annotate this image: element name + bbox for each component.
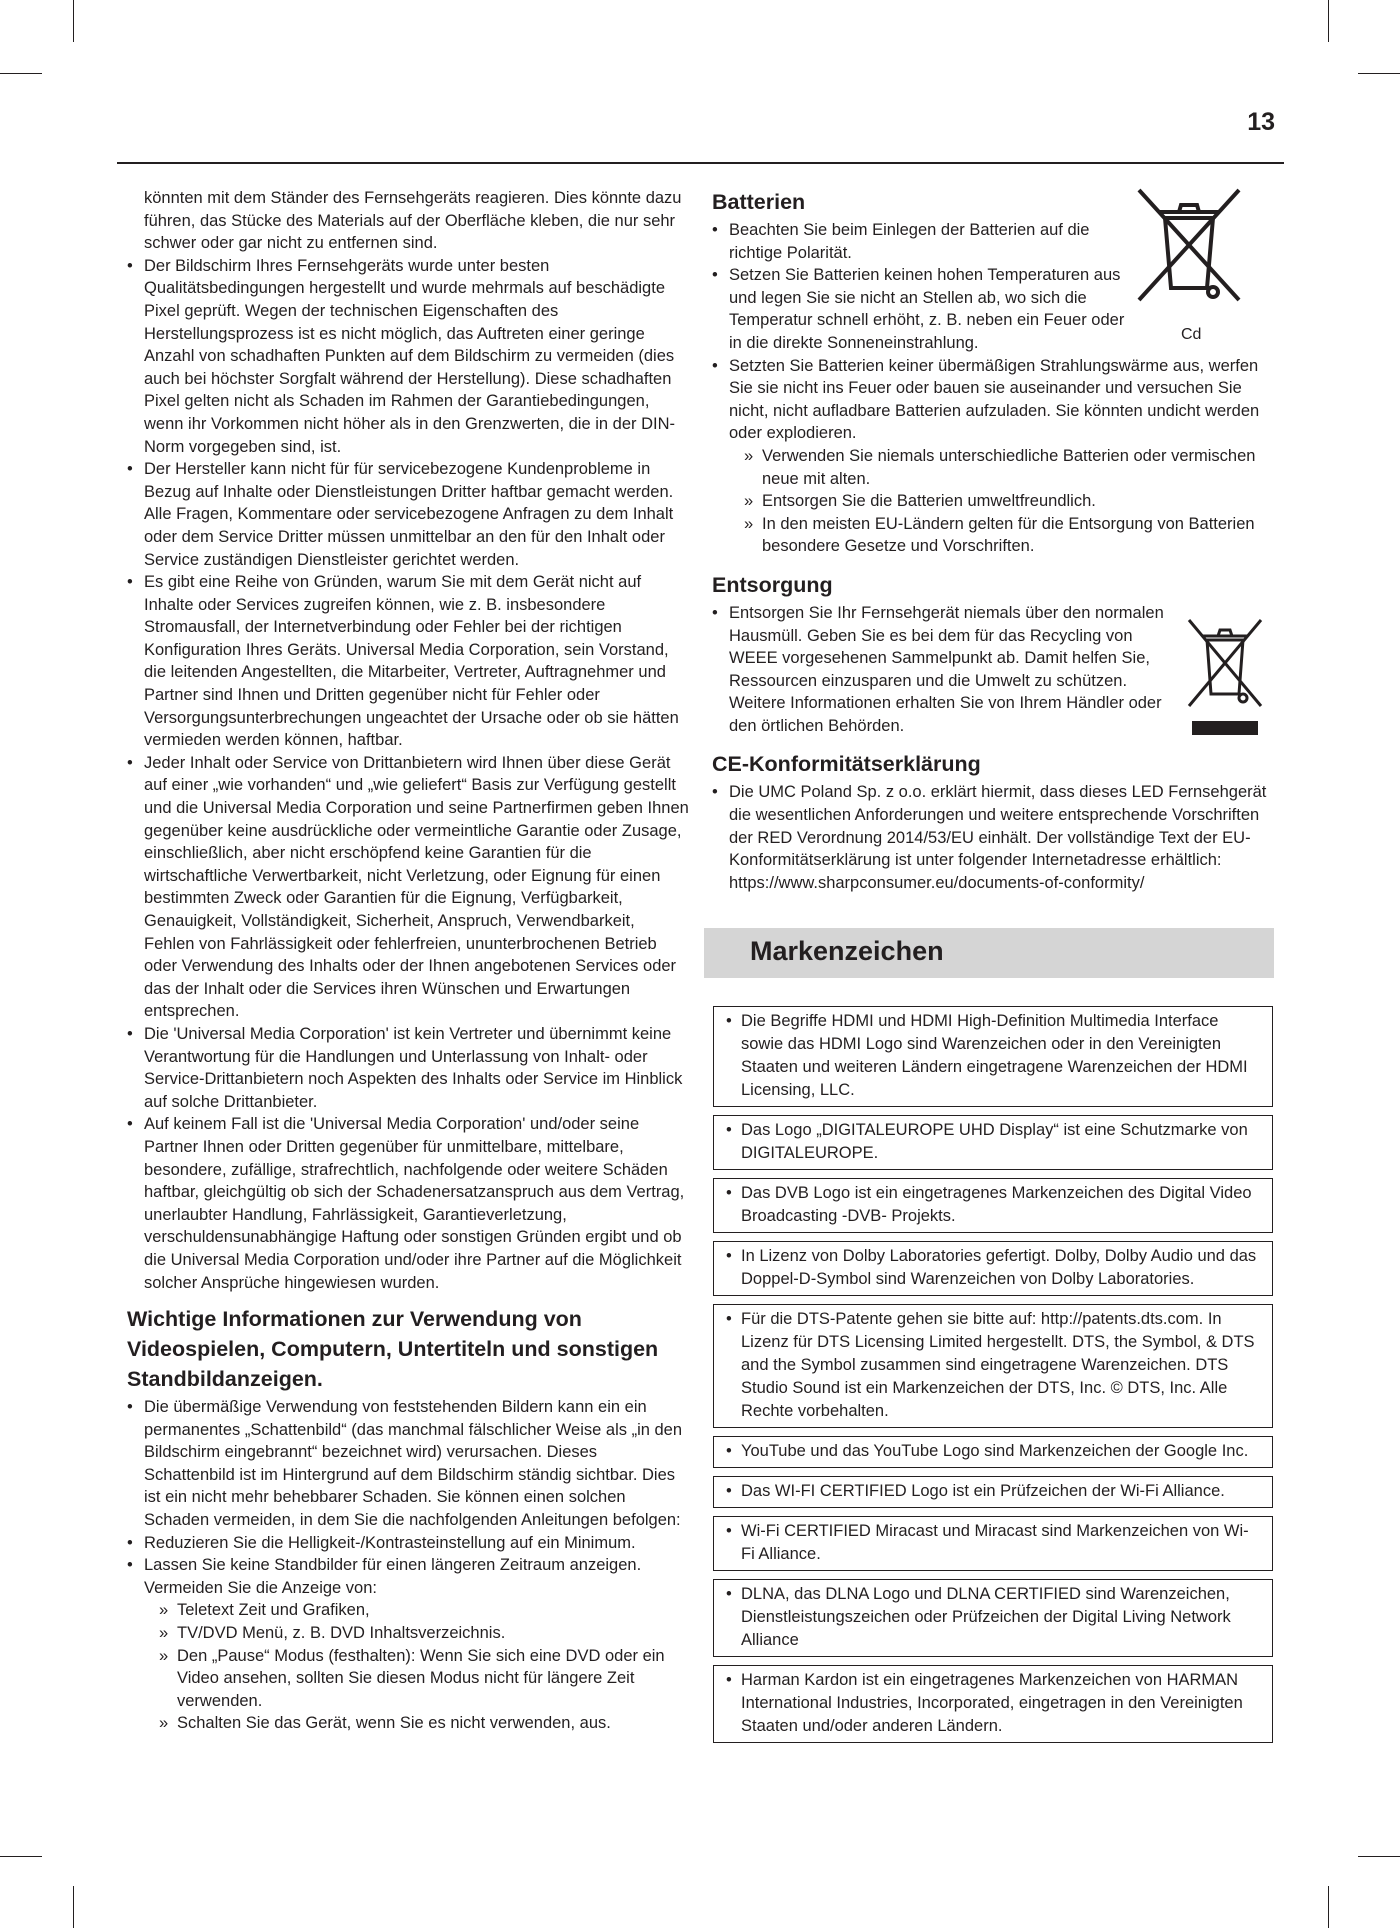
trademarks-title: Markenzeichen	[750, 936, 944, 966]
page-number: 13	[1247, 108, 1275, 136]
avoid-intro: Vermeiden Sie die Anzeige von:	[144, 1578, 377, 1597]
sub-list-item: » Teletext Zeit und Grafiken,	[127, 1599, 689, 1622]
sub-list-item: » In den meisten EU-Ländern gelten für die Entsorgung von Batterien besondere Gesetze und Vorschriften.	[712, 513, 1274, 558]
section-heading-disposal: Entsorgung	[712, 572, 833, 597]
list-item: • Die übermäßige Verwendung von feststehenden Bildern kann ein ein permanentes „Schattenbild“ (das manchmal fälschlicher Weise als „in den Bildschirm eingebrannt“ bezeichnet wird) verursachen. Dieses Schattenbild ist im Hintergrund auf dem Bildschirm ständig sichtbar. Dies ist ein nicht mehr behebbarer Schaden. Sie können einen solchen Schaden vermeiden, in dem Sie die nachfolgenden Anleitungen befolgen:	[127, 1396, 689, 1532]
sub-list-item: » Den „Pause“ Modus (festhalten): Wenn Sie sich eine DVD oder ein Video ansehen, sollten Sie diesen Modus nicht für längere Zeit verwenden.	[127, 1645, 689, 1713]
cadmium-label: Cd	[1181, 326, 1202, 343]
crop-mark	[1328, 0, 1329, 42]
crop-mark	[73, 0, 74, 42]
trademark-box	[713, 1665, 1273, 1743]
trademark-text: • In Lizenz von Dolby Laboratories gefertigt. Dolby, Dolby Audio und das Doppel-D-Symbol sind Warenzeichen von Dolby Laboratories.	[726, 1245, 1260, 1291]
trademark-text: • Harman Kardon ist ein eingetragenes Markenzeichen von HARMAN International Industries, Incorporated, eingetragen in den Vereinigten Staaten und/oder anderen Ländern.	[726, 1669, 1260, 1738]
trademark-box	[713, 1436, 1273, 1468]
crop-mark	[0, 1856, 42, 1857]
crossed-bin-battery-icon	[1137, 188, 1241, 318]
trademark-box	[713, 1178, 1273, 1233]
trademark-text: • DLNA, das DLNA Logo und DLNA CERTIFIED sind Warenzeichen, Dienstleistungszeichen oder Prüfzeichen der Digital Living Network Alliance	[726, 1583, 1260, 1652]
list-item: • Die 'Universal Media Corporation' ist kein Vertreter und übernimmt keine Verantwortung für die Handlungen und Unterlassung von Inhalt- oder Service-Drittanbietern noch Aspekten des Inhalts oder Service im Hinblick auf solche Drittanbieter.	[127, 1023, 689, 1113]
sub-list-item: » Verwenden Sie niemals unterschiedliche Batterien oder vermischen neue mit alten.	[712, 445, 1274, 490]
trademark-box	[713, 1579, 1273, 1657]
trademark-box	[713, 1304, 1273, 1428]
list-item: • Die UMC Poland Sp. z o.o. erklärt hiermit, dass dieses LED Fernsehgerät die wesentlichen Anforderungen und weitere entsprechende Vorschriften der RED Verordnung 2014/53/EU einhält. Der vollständige Text der EU-Konformitätserklärung ist unter folgender Internetadresse erhältlich: https://www.sharpconsumer.eu/documents-of-conformity/	[712, 781, 1274, 894]
trademark-box	[713, 1516, 1273, 1571]
intro-paragraph: könnten mit dem Ständer des Fernsehgeräts reagieren. Dies könnte dazu führen, das Stücke des Materials auf der Oberfläche kleben, die nur sehr schwer oder gar nicht zu entfernen sind.	[144, 189, 682, 253]
sub-list-item: » Entsorgen Sie die Batterien umweltfreundlich.	[712, 490, 1274, 513]
list-item: • Lassen Sie keine Standbilder für einen längeren Zeitraum anzeigen.	[127, 1554, 689, 1577]
trademark-text: • Die Begriffe HDMI und HDMI High-Definition Multimedia Interface sowie das HDMI Logo sind Warenzeichen oder in den Vereinigten Staaten und weiteren Ländern eingetragene Warenzeichen der HDMI Licensing, LLC.	[726, 1010, 1260, 1102]
sub-list-item: » TV/DVD Menü, z. B. DVD Inhaltsverzeichnis.	[127, 1622, 689, 1645]
trademarks-list	[713, 1006, 1273, 1751]
list-item: • Beachten Sie beim Einlegen der Batterien auf die richtige Polarität.	[712, 219, 1134, 264]
section-heading-ce: CE-Konformitätserklärung	[712, 752, 981, 777]
trademark-box	[713, 1115, 1273, 1170]
list-item: • Auf keinem Fall ist die 'Universal Media Corporation' und/oder seine Partner Ihnen oder Dritten gegenüber für unmittelbare, mittelbare, besondere, zufällige, strafrechtlich, nachfolgende oder weitere Schäden haftbar, gleichgültig ob sich der Schadenersatzanspruch aus dem Vertrag, unerlaubter Handlung, Fahrlässigkeit, Garantieverletzung, verschuldensunabhängige Haftung oder sonstigen Gründen ergibt und ob die Universal Media Corporation und/oder ihre Partner auf die Möglichkeit solcher Ansprüche hingewiesen wurden.	[127, 1113, 689, 1294]
crop-mark	[73, 1886, 74, 1928]
section-heading-still-images: Wichtige Informationen zur Verwendung von Videospielen, Computern, Untertiteln und sonstigen Standbildanzeigen.	[127, 1307, 659, 1392]
crop-mark	[0, 73, 42, 74]
list-item: • Setzten Sie Batterien keiner übermäßigen Strahlungswärme aus, werfen Sie sie nicht ins Feuer oder bauen sie auseinander und versuchen Sie nicht, nicht aufladbare Batterien aufzuladen. Sie könnten undicht werden oder explodieren.	[712, 355, 1274, 445]
left-column	[127, 187, 689, 1735]
trademark-text: • Für die DTS-Patente gehen sie bitte auf: http://patents.dts.com. In Lizenz für DTS Licensing Limited hergestellt. DTS, the Symbol, & DTS and the Symbol zusammen sind eingetragene Warenzeichen. DTS Studio Sound ist ein Markenzeichen der DTS, Inc. © DTS, Inc. Alle Rechte vorbehalten.	[726, 1308, 1260, 1423]
list-item: • Reduzieren Sie die Helligkeit-/Kontrasteinstellung auf ein Minimum.	[127, 1532, 689, 1555]
header-rule	[117, 162, 1284, 164]
list-item: • Jeder Inhalt oder Service von Drittanbietern wird Ihnen über diese Gerät auf einer „wie vorhanden“ und „wie geliefert“ Basis zur Verfügung gestellt und die Universal Media Corporation und seine Partnerfirmen geben Ihnen gegenüber keine ausdrückliche oder vermeintliche Garantie oder Zusage, einschließlich, aber nicht erschöpfend keine Garantien für die wirtschaftliche Verwertbarkeit, nicht Verletzung, oder Eignung für einen bestimmten Zweck oder Garantien für die Eignung, Verfügbarkeit, Genauigkeit, Vollständigkeit, Sicherheit, Anspruch, Verwendbarkeit, Fehlen von Fahrlässigkeit oder fehlerfreien, ununterbrochenen Betrieb oder Verwendung des Inhalts oder der Ihnen angebotenen Services oder das der Inhalt oder die Services ihren Wünschen und Erwartungen entsprechen.	[127, 752, 689, 1023]
trademark-text: • YouTube und das YouTube Logo sind Markenzeichen der Google Inc.	[726, 1440, 1260, 1463]
sub-list-item: » Schalten Sie das Gerät, wenn Sie es nicht verwenden, aus.	[127, 1712, 689, 1735]
list-item: • Der Bildschirm Ihres Fernsehgeräts wurde unter besten Qualitätsbedingungen hergestellt und wurde mehrmals auf beschädigte Pixel geprüft. Wegen der technischen Eigenschaften des Herstellungsprozess ist es nicht möglich, das Auftreten einer geringe Anzahl von schadhaften Punkten auf dem Bildschirm zu vermeiden (dies auch bei höchster Sorgfalt während der Herstellung). Diese schadhaften Pixel gelten nicht als Schaden im Rahmen der Garantiebedingungen, wenn ihr Vorkommen nicht höher als in den Grenzwerten, die in der DIN-Norm vorgegeben sind, ist.	[127, 255, 689, 458]
crop-mark	[1358, 73, 1400, 74]
section-heading-batteries: Batterien	[712, 190, 806, 214]
trademark-text: • Das Logo „DIGITALEUROPE UHD Display“ ist eine Schutzmarke von DIGITALEUROPE.	[726, 1119, 1260, 1165]
trademark-text: • Das WI-FI CERTIFIED Logo ist ein Prüfzeichen der Wi-Fi Alliance.	[726, 1480, 1260, 1503]
list-item: • Es gibt eine Reihe von Gründen, warum Sie mit dem Gerät nicht auf Inhalte oder Services zugreifen können, wie z. B. insbesondere Stromausfall, der Internetverbindung oder Fehler bei der richtigen Konfiguration Ihres Geräts. Universal Media Corporation, sein Vorstand, die leitenden Angestellten, die Mitarbeiter, Vertreter, Auftragnehmer und Partner sind Ihnen und Dritten gegenüber nicht für Fehler oder Versorgungsunterbrechungen ungeachtet der Ursache oder ob sie hätten vermieden werden können, haftbar.	[127, 571, 689, 752]
trademark-text: • Wi-Fi CERTIFIED Miracast und Miracast sind Markenzeichen von Wi-Fi Alliance.	[726, 1520, 1260, 1566]
trademark-text: • Das DVB Logo ist ein eingetragenes Markenzeichen des Digital Video Broadcasting -DVB- Projekts.	[726, 1182, 1260, 1228]
crop-mark	[1328, 1886, 1329, 1928]
trademark-box	[713, 1476, 1273, 1508]
list-item: • Der Hersteller kann nicht für für servicebezogene Kundenprobleme in Bezug auf Inhalte oder Dienstleistungen Dritter haftbar gemacht werden. Alle Fragen, Kommentare oder servicebezogene Anfragen zu dem Inhalt oder dem Service Dritter müssen unmittelbar an den für den Inhalt oder Service zuständigen Dienstleister gerichtet werden.	[127, 458, 689, 571]
list-item: • Setzen Sie Batterien keinen hohen Temperaturen aus und legen Sie sie nicht an Stellen ab, wo sich die Temperatur schnell erhöht, z. B. neben ein Feuer oder in die direkte Sonneneinstrahlung.	[712, 264, 1134, 354]
trademark-box	[713, 1006, 1273, 1107]
crop-mark	[1358, 1856, 1400, 1857]
crossed-bin-weee-icon	[1187, 618, 1263, 738]
list-item: • Entsorgen Sie Ihr Fernsehgerät niemals über den normalen Hausmüll. Geben Sie es bei dem für das Recycling von WEEE vorgesehenen Sammelpunkt ab. Damit helfen Sie, Ressourcen einzusparen und die Umwelt zu schützen. Weitere Informationen erhalten Sie von Ihrem Händler oder den örtlichen Behörden.	[712, 602, 1179, 738]
trademark-box	[713, 1241, 1273, 1296]
